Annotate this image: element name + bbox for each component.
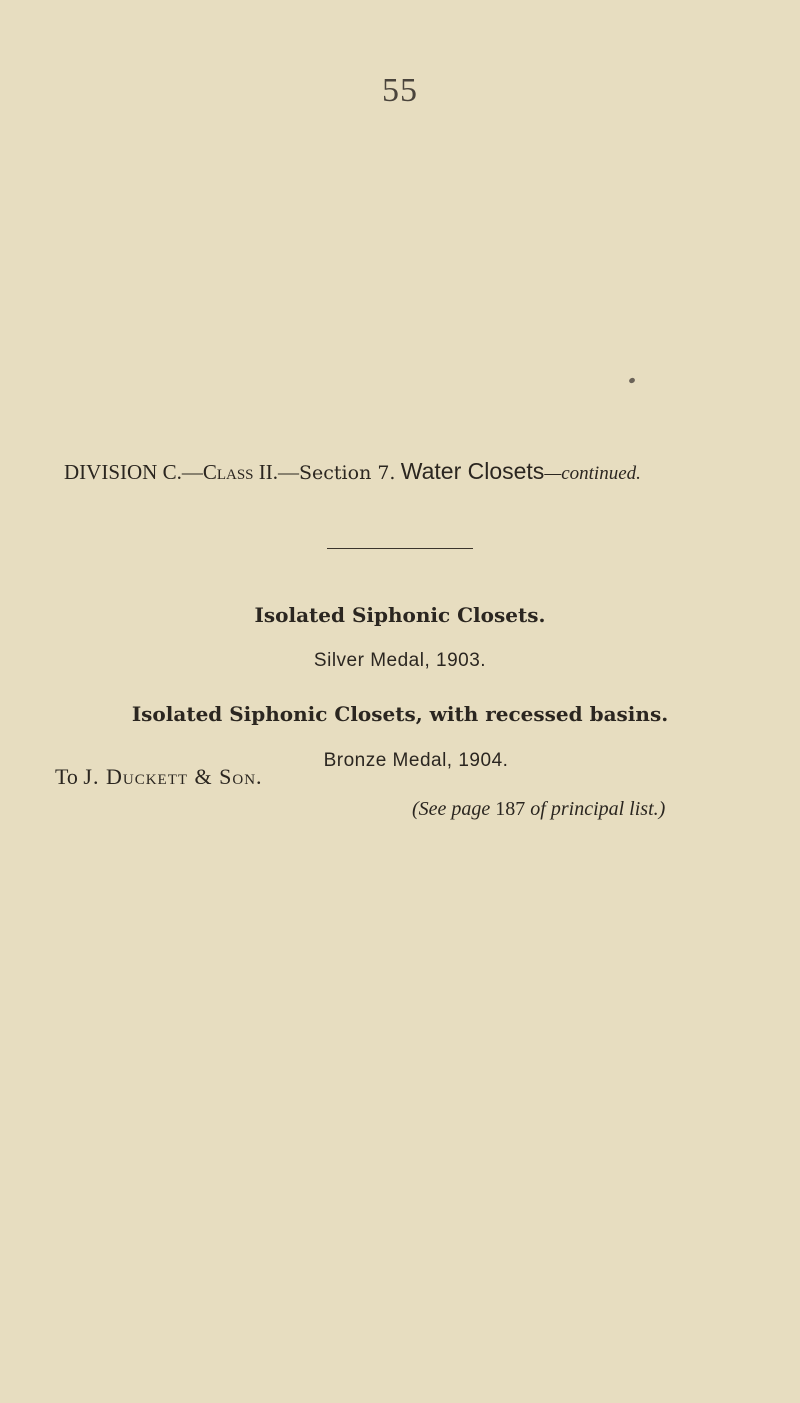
reference-open: (See page	[412, 798, 496, 820]
section-heading	[64, 458, 764, 485]
reference-close: of principal list.)	[525, 798, 666, 820]
division-label: DIVISION C.—	[64, 460, 203, 484]
class-label: Class	[202, 460, 254, 484]
divider-rule	[327, 548, 473, 549]
award-title: Isolated Siphonic Closets, with recessed basins.	[131, 702, 669, 726]
award-medal: Silver Medal, 1903.	[313, 650, 487, 671]
page-reference	[412, 798, 665, 821]
award-medal: Bronze Medal, 1904.	[323, 750, 509, 771]
recipient-name: J. Duckett & Son.	[83, 764, 263, 789]
award-recipient	[55, 764, 263, 790]
reference-page: 187	[495, 798, 526, 820]
continued-label: —continued.	[544, 463, 641, 484]
page-number: 55	[382, 72, 418, 109]
recipient-prefix: To	[55, 764, 78, 789]
award-title: Isolated Siphonic Closets.	[254, 603, 546, 627]
section-label: Section 7.	[299, 462, 396, 484]
class-number: II.—	[253, 460, 300, 484]
ink-speck	[628, 377, 636, 384]
heading-title: Water Closets	[400, 458, 545, 484]
